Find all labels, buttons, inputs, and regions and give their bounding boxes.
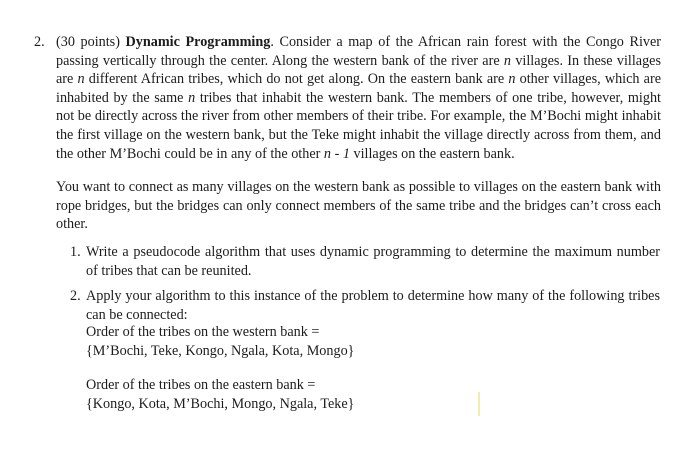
item-text: Apply your algorithm to this instance of the problem to determine how many of the following tribes can be connected:: [86, 288, 660, 323]
question-number: 2.: [34, 34, 45, 50]
eastern-bank-label: Order of the tribes on the eastern bank =: [86, 377, 316, 393]
points-label: (30 points): [56, 34, 120, 50]
problem-statement: (30 points) Dynamic Programming. Consider a map of the African rain forest with the Congo River passing vertically through the center. Along the western bank of the river are n villages. In these villages are n different African tribes, which do not get along. On the eastern bank are n other villages, which are inhabited by the same n tribes that inhabit the western bank. The members of one tribe, however, might not be directly across the river from other members of their tribe. For example, the M’Bochi might inhabit the first village on the western bank, but the Teke might inhabit the village directly across from them, and the other M’Bochi could be in any of the other n - 1 villages on the eastern bank.: [56, 34, 661, 162]
item-number: 2.: [70, 288, 81, 304]
item-text: Write a pseudocode algorithm that uses dynamic programming to determine the maximum number of tribes that can be reunited.: [86, 244, 660, 279]
topic-title: Dynamic Programming: [125, 34, 271, 50]
western-bank-list: {M’Bochi, Teke, Kongo, Ngala, Kota, Mongo}: [86, 343, 355, 359]
western-bank-label: Order of the tribes on the western bank =: [86, 324, 320, 340]
eastern-bank-list: {Kongo, Kota, M’Bochi, Mongo, Ngala, Teke}: [86, 396, 355, 412]
goal-paragraph: You want to connect as many villages on the western bank as possible to villages on the eastern bank with rope bridges, but the bridges can only connect members of the same tribe and the bridges can’t cross each other.: [56, 179, 661, 233]
highlighter-mark: [478, 392, 480, 416]
item-number: 1.: [70, 244, 81, 260]
